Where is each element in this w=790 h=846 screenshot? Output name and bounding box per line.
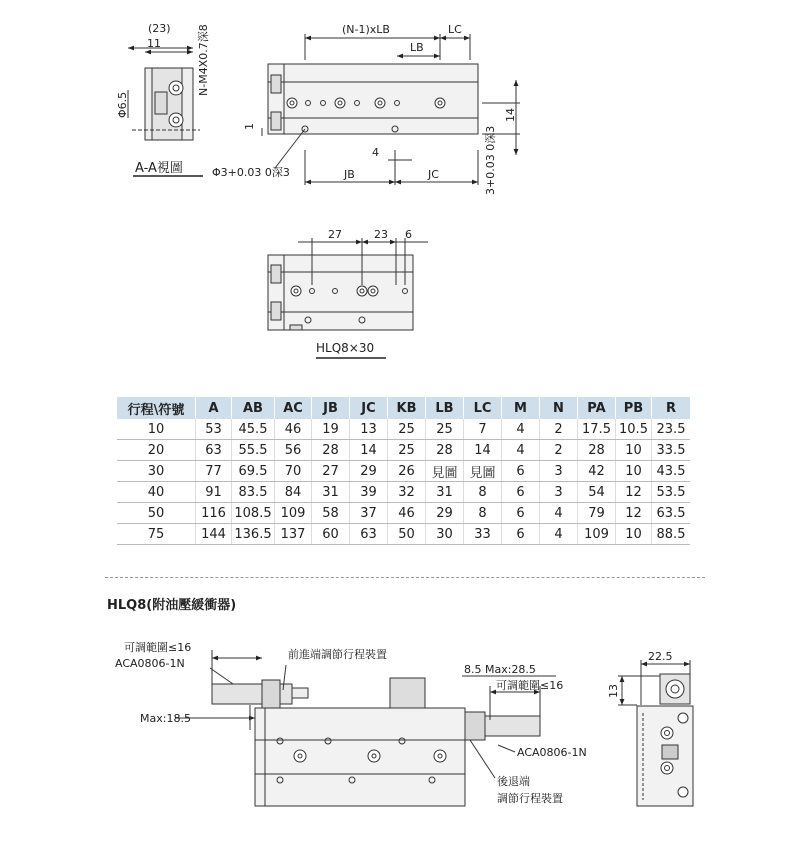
label-range-left: 可調範圍≤16 [124,641,192,654]
cell: 63 [350,524,388,545]
hlq8x30-caption: HLQ8×30 [316,341,375,355]
cell: 33 [464,524,502,545]
table-row [117,461,690,482]
label-rear-2: 調節行程裝置 [497,792,563,805]
dim-3-depth: 3+0.03 0深3 [484,125,497,195]
col-header: AB [232,397,275,419]
cell: 6 [502,461,540,482]
cell: 14 [464,440,502,461]
cell: 17.5 [578,419,616,440]
section-divider [105,577,705,578]
cell: 32 [388,482,426,503]
cell: 13 [350,419,388,440]
col-header: JB [312,397,350,419]
cell: 19 [312,419,350,440]
cell: 10 [616,461,652,482]
col-header: PA [578,397,616,419]
label-range-right: 可調範圍≤16 [496,679,564,692]
cell: 88.5 [652,524,691,545]
cell: 46 [275,419,312,440]
cell: 30 [426,524,464,545]
table-row [117,419,690,440]
col-header: KB [388,397,426,419]
cell: 30 [117,461,196,482]
cell: 12 [616,482,652,503]
table-row [117,482,690,503]
cell: 50 [388,524,426,545]
col-header: R [652,397,691,419]
cell: 70 [275,461,312,482]
cell: 10 [616,524,652,545]
cell: 69.5 [232,461,275,482]
cell: 4 [540,503,578,524]
cell: 50 [117,503,196,524]
cell: 見圖 [464,461,502,482]
cell: 26 [388,461,426,482]
cell: 58 [312,503,350,524]
cell: 83.5 [232,482,275,503]
cell: 4 [540,524,578,545]
cell: 37 [350,503,388,524]
hlq8x30-view [268,238,428,330]
dim-11: 11 [147,37,161,50]
cell: 79 [578,503,616,524]
col-header: M [502,397,540,419]
cell: 33.5 [652,440,691,461]
cell: 28 [578,440,616,461]
cell: 109 [275,503,312,524]
cell: 137 [275,524,312,545]
cell: 54 [578,482,616,503]
cell: 27 [312,461,350,482]
cell: 42 [578,461,616,482]
dim-jb: JB [344,168,355,181]
label-aca-right: ACA0806-1N [517,746,587,759]
cell: 91 [196,482,232,503]
cell: 63 [196,440,232,461]
cell: 84 [275,482,312,503]
cell: 28 [426,440,464,461]
label-max-left: Max:18.5 [140,712,191,725]
label-front-device: 前進端調節行程裝置 [288,648,387,661]
cell: 75 [117,524,196,545]
dim-lc: LC [448,23,462,36]
cell: 8 [464,482,502,503]
cell: 10 [616,440,652,461]
cell: 20 [117,440,196,461]
col-header: AC [275,397,312,419]
cell: 23.5 [652,419,691,440]
aa-view [128,48,200,140]
dim-6: 6 [405,228,412,241]
cell: 29 [426,503,464,524]
cell: 6 [502,482,540,503]
cell: 43.5 [652,461,691,482]
cell: 3 [540,461,578,482]
cell: 10.5 [616,419,652,440]
label-phi3: Φ3+0.03 0深3 [212,166,290,179]
dim-lb: LB [410,41,424,54]
col-header: LC [464,397,502,419]
cell: 10 [117,419,196,440]
cell: 8 [464,503,502,524]
section-title: HLQ8(附油壓緩衝器) [107,598,237,613]
cell: 29 [350,461,388,482]
cell: 116 [196,503,232,524]
cell: 60 [312,524,350,545]
dim-n1lb: (N-1)xLB [342,23,390,36]
table-row [117,503,690,524]
cell: 3 [540,482,578,503]
side-view-top [262,34,520,185]
col-header: JC [350,397,388,419]
end-view [618,660,693,806]
table-header-row [117,397,690,419]
cell: 53.5 [652,482,691,503]
cell: 2 [540,440,578,461]
cell: 4 [502,440,540,461]
dim-23-mid: 23 [374,228,388,241]
cell: 12 [616,503,652,524]
label-rear-1: 後退端 [497,775,530,788]
cell: 14 [350,440,388,461]
dim-14: 14 [504,108,517,122]
dim-jc: JC [428,168,439,181]
dim-23-left: (23) [148,22,171,35]
label-phi65: Φ6.5 [116,91,129,118]
cell: 53 [196,419,232,440]
label-max-right: 8.5 Max:28.5 [464,663,536,676]
cell: 4 [502,419,540,440]
cell: 144 [196,524,232,545]
cell: 55.5 [232,440,275,461]
cell: 109 [578,524,616,545]
col-header: A [196,397,232,419]
label-m4: N-M4X0.7深8 [197,24,210,96]
aa-view-caption: A-A視圖 [135,161,183,176]
cell: 28 [312,440,350,461]
dim-13: 13 [607,684,620,698]
cell: 31 [312,482,350,503]
stroke-dimension-table [117,397,690,545]
dim-22-5: 22.5 [648,650,673,663]
col-header: LB [426,397,464,419]
table-row [117,440,690,461]
cell: 7 [464,419,502,440]
cell: 56 [275,440,312,461]
cell: 6 [502,524,540,545]
cell: 63.5 [652,503,691,524]
table-row [117,524,690,545]
dim-27: 27 [328,228,342,241]
col-header: 行程\符號 [117,397,196,419]
label-aca-left: ACA0806-1N [115,657,185,670]
cell: 25 [388,440,426,461]
cell: 108.5 [232,503,275,524]
col-header: N [540,397,578,419]
cell: 39 [350,482,388,503]
cell: 25 [426,419,464,440]
cell: 40 [117,482,196,503]
cell: 見圖 [426,461,464,482]
dim-1: 1 [243,123,256,130]
cell: 2 [540,419,578,440]
col-header: PB [616,397,652,419]
cell: 136.5 [232,524,275,545]
cell: 31 [426,482,464,503]
cell: 46 [388,503,426,524]
cell: 6 [502,503,540,524]
cell: 25 [388,419,426,440]
dim-4: 4 [372,146,379,159]
cell: 77 [196,461,232,482]
cell: 45.5 [232,419,275,440]
